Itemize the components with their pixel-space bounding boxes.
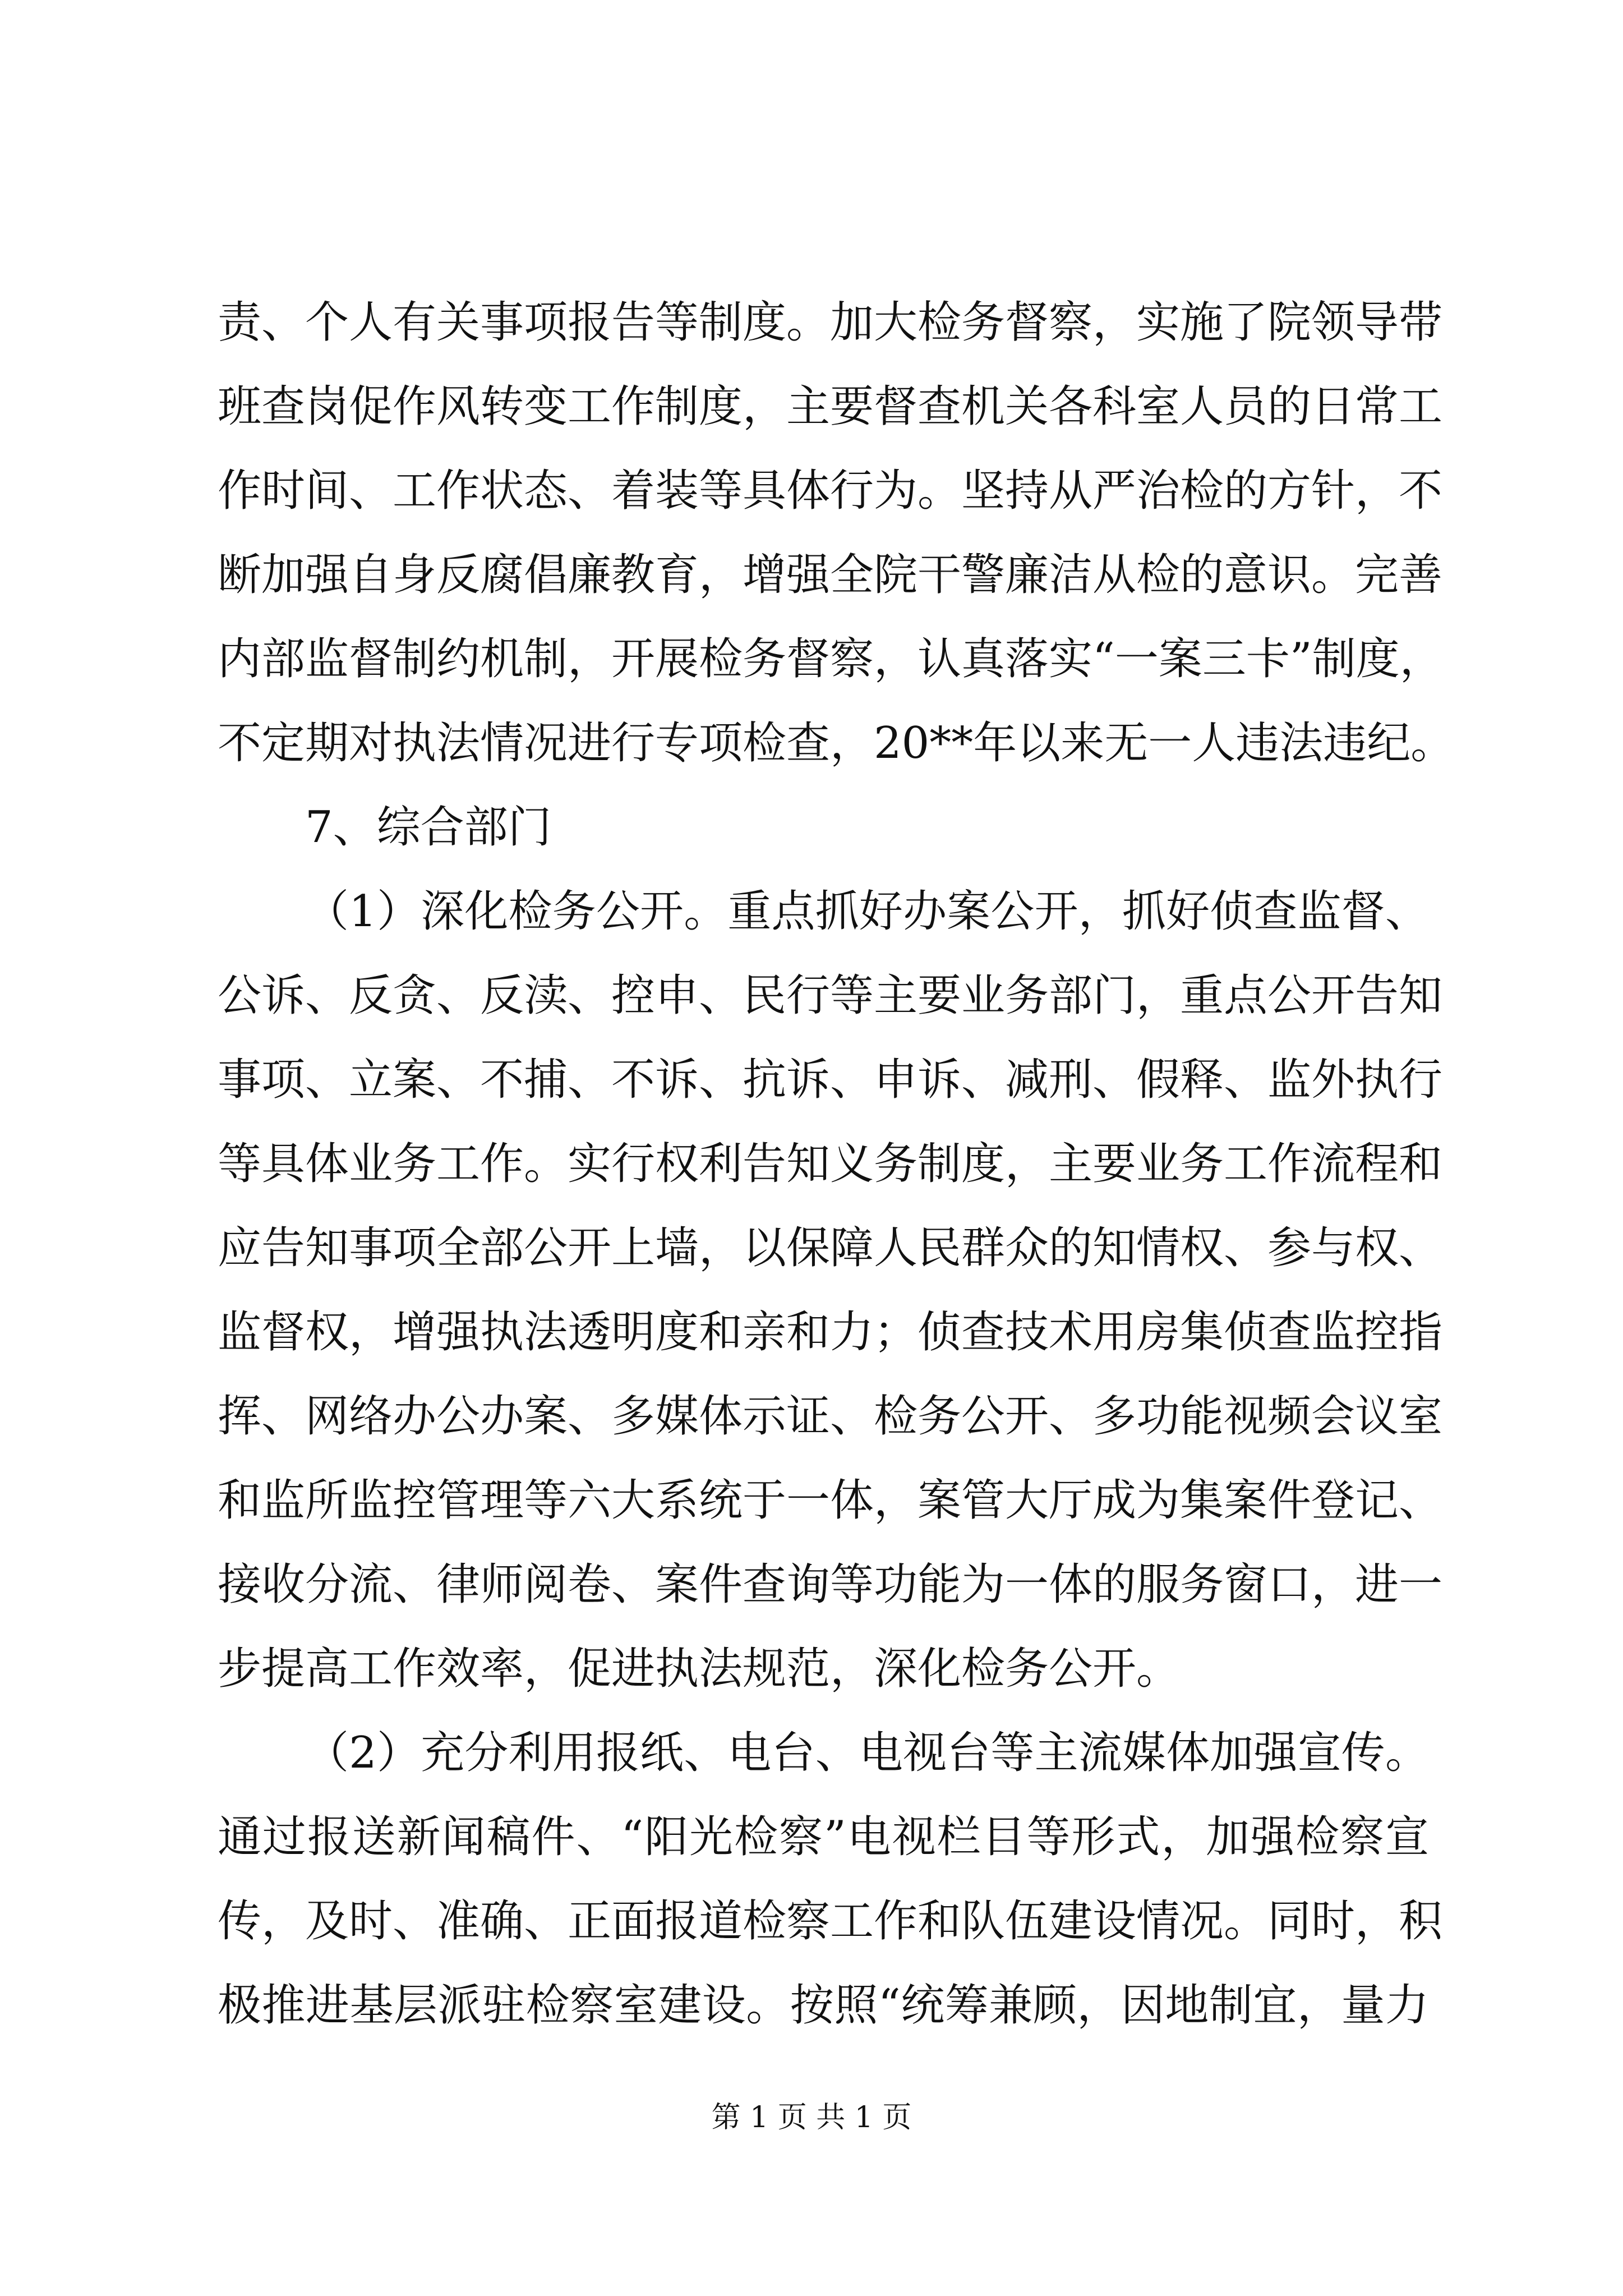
text-line: （1）深化检务公开。重点抓好办案公开，抓好侦查监督、 [305, 886, 1429, 937]
text-line: 应告知事项全部公开上墙，以保障人民群众的知情权、参与权、 [218, 1223, 1443, 1273]
text-line: 传，及时、准确、正面报道检察工作和队伍建设情况。同时，积 [218, 1896, 1443, 1947]
text-line: 步提高工作效率，促进执法规范，深化检务公开。 [218, 1644, 1181, 1694]
text-line: 等具体业务工作。实行权利告知义务制度，主要业务工作流程和 [218, 1139, 1443, 1189]
text-line: 班查岗促作风转变工作制度，主要督查机关各科室人员的日常工 [218, 381, 1443, 432]
text-line: 内部监督制约机制，开展检务督察，认真落实“一案三卡”制度， [218, 634, 1444, 684]
text-line: 监督权，增强执法透明度和亲和力；侦查技术用房集侦查监控指 [218, 1307, 1443, 1358]
text-line: 断加强自身反腐倡廉教育，增强全院干警廉洁从检的意识。完善 [218, 550, 1443, 600]
page-footer: 第 1 页 共 1 页 [711, 2101, 912, 2134]
body-text [218, 280, 1455, 2047]
text-line: （2）充分利用报纸、电台、电视台等主流媒体加强宣传。 [305, 1728, 1429, 1778]
text-line: 作时间、工作状态、着装等具体行为。坚持从严治检的方针，不 [218, 466, 1443, 516]
text-line: 挥、网络办公办案、多媒体示证、检务公开、多功能视频会议室 [218, 1391, 1443, 1442]
text-line: 通过报送新闻稿件、“阳光检察”电视栏目等形式，加强检察宣 [218, 1812, 1429, 1862]
text-line: 公诉、反贪、反渎、控申、民行等主要业务部门，重点公开告知 [218, 970, 1443, 1021]
text-line: 极推进基层派驻检察室建设。按照“统筹兼顾，因地制宜，量力 [218, 1980, 1429, 2031]
section-heading: 7、综合部门 [305, 802, 552, 853]
text-line: 不定期对执法情况进行专项检查，20**年以来无一人违法违纪。 [218, 718, 1455, 769]
text-line: 和监所监控管理等六大系统于一体，案管大厅成为集案件登记、 [218, 1475, 1443, 1526]
text-line: 接收分流、律师阅卷、案件查询等功能为一体的服务窗口，进一 [218, 1559, 1443, 1610]
text-line: 责、个人有关事项报告等制度。加大检务督察，实施了院领导带 [218, 297, 1443, 348]
text-line: 事项、立案、不捕、不诉、抗诉、申诉、减刑、假释、监外执行 [218, 1055, 1443, 1105]
